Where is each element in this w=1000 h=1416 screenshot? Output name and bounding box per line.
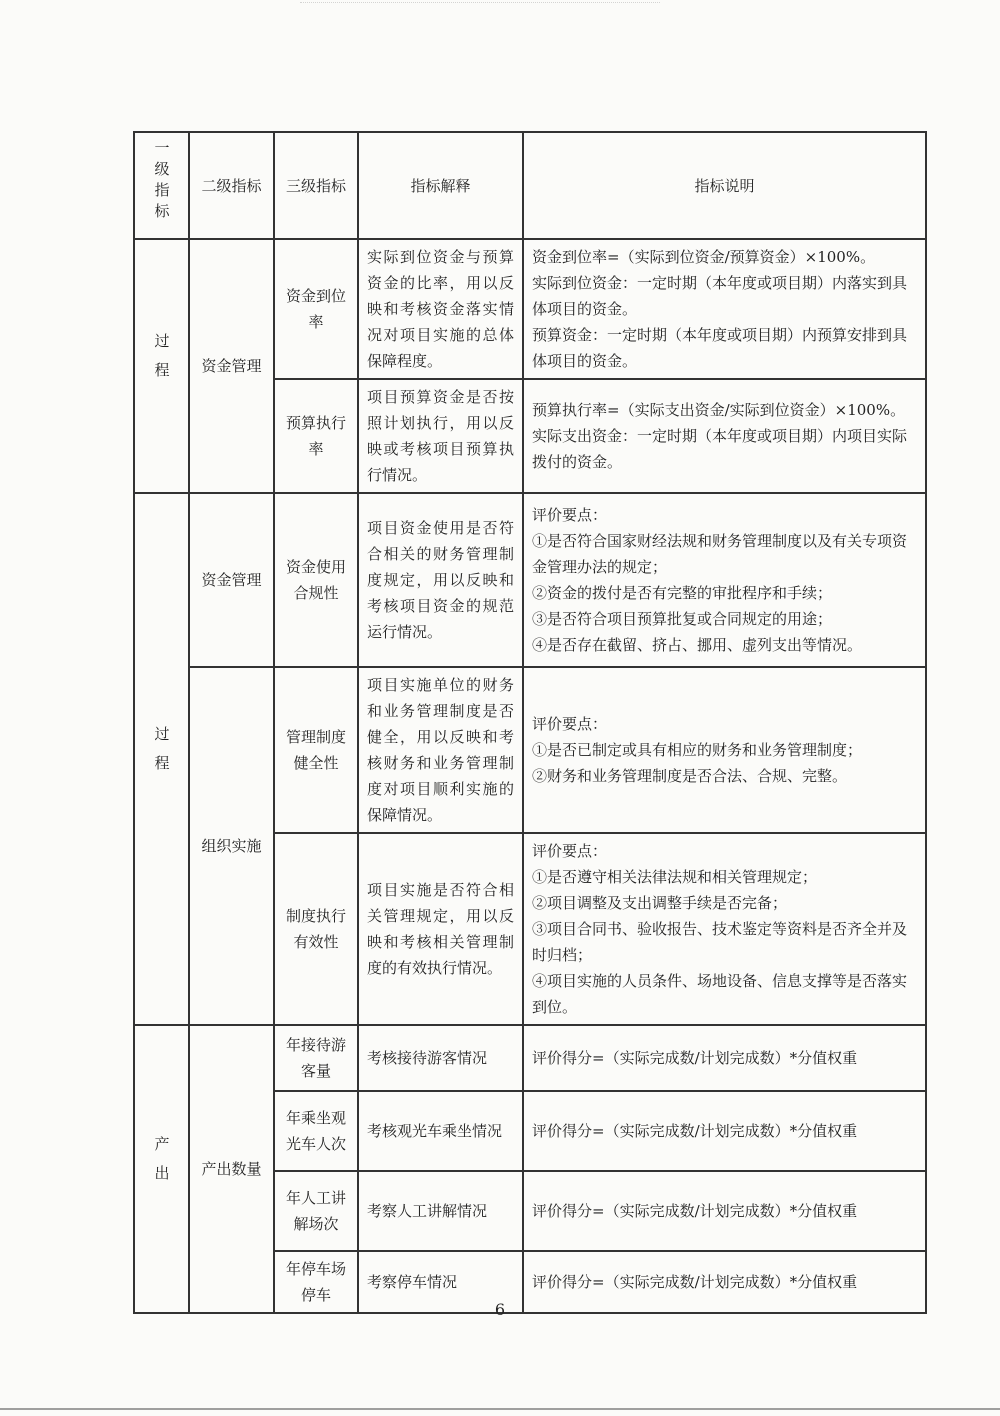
- cell-explain: [358, 379, 523, 493]
- header-level3: [274, 132, 358, 239]
- cell-desc: [523, 1171, 926, 1251]
- cell-level2-text: 资金管理: [201, 357, 262, 375]
- cell-explain-text: 考核观光车乘坐情况: [367, 1122, 503, 1140]
- cell-explain: [358, 1025, 523, 1091]
- header-desc-label: 指标说明: [694, 176, 755, 195]
- cell-level3-text: 年接待游客量: [285, 1036, 346, 1080]
- cell-level1-text: 过程: [152, 726, 171, 784]
- cell-level3-text: 年乘坐观光车人次: [285, 1109, 346, 1153]
- cell-level3-text: 年停车场停车: [285, 1260, 346, 1304]
- cell-explain: [358, 493, 523, 667]
- cell-desc: [523, 1091, 926, 1171]
- cell-level1: [134, 493, 189, 1025]
- cell-level3-text: 制度执行有效性: [285, 907, 346, 951]
- cell-explain-text: 项目预算资金是否按照计划执行，用以反映或考核项目预算执行情况。: [367, 388, 514, 484]
- table-header-row: [134, 132, 926, 239]
- cell-desc-text: 评价要点： ①是否已制定或具有相应的财务和业务管理制度； ②财务和业务管理制度是否合法、合规、完整。: [532, 715, 863, 785]
- cell-desc-text: 评价要点： ①是否遵守相关法律法规和相关管理规定； ②项目调整及支出调整手续是否完备； ③项目合同书、验收报告、技术鉴定等资料是否齐全并及时归档； ④项目实施的人员条件、场地设备、信息支撑等是否落实到位。: [532, 842, 908, 1016]
- cell-level2-text: 资金管理: [201, 571, 262, 589]
- cell-level2-text: 组织实施: [201, 837, 262, 855]
- table-row: [134, 239, 926, 379]
- cell-desc-text: 评价得分=（实际完成数/计划完成数）*分值权重: [532, 1273, 858, 1291]
- cell-explain-text: 考察人工讲解情况: [367, 1202, 488, 1220]
- cell-level2: [189, 239, 274, 493]
- cell-explain: [358, 833, 523, 1025]
- header-level2-label: 二级指标: [201, 176, 262, 195]
- cell-explain-text: 考察停车情况: [367, 1273, 458, 1291]
- table-row: [134, 1025, 926, 1091]
- header-level1: [134, 132, 189, 239]
- cell-desc-text: 预算执行率=（实际支出资金/实际到位资金）×100%。 实际支出资金：一定时期（本年度或项目期）内项目实际拨付的资金。: [532, 401, 908, 471]
- cell-explain-text: 考核接待游客情况: [367, 1049, 488, 1067]
- cell-explain: [358, 239, 523, 379]
- cell-level3: [274, 833, 358, 1025]
- cell-desc: [523, 493, 926, 667]
- cell-desc: [523, 239, 926, 379]
- cell-level1: [134, 239, 189, 493]
- cell-explain: [358, 1091, 523, 1171]
- indicator-table: [133, 131, 927, 1314]
- header-desc: [523, 132, 926, 239]
- cell-level3-text: 资金到位率: [285, 287, 346, 331]
- cell-level1-text: 过程: [152, 333, 171, 391]
- scan-artifact: [300, 2, 660, 19]
- cell-desc: [523, 833, 926, 1025]
- cell-level2: [189, 1025, 274, 1313]
- header-level1-label: 一级指标: [152, 139, 171, 224]
- cell-level1-text: 产出: [152, 1136, 171, 1194]
- cell-explain: [358, 667, 523, 833]
- cell-explain-text: 项目实施单位的财务和业务管理制度是否健全，用以反映和考核财务和业务管理制度对项目顺利实施的保障情况。: [367, 676, 514, 824]
- cell-level3-text: 预算执行率: [285, 414, 346, 458]
- cell-level3-text: 资金使用合规性: [285, 558, 346, 602]
- cell-explain-text: 实际到位资金与预算资金的比率，用以反映和考核资金落实情况对项目实施的总体保障程度。: [367, 248, 514, 370]
- cell-level3-text: 年人工讲解场次: [285, 1189, 346, 1233]
- cell-desc-text: 评价得分=（实际完成数/计划完成数）*分值权重: [532, 1202, 858, 1220]
- cell-level3: [274, 239, 358, 379]
- cell-explain-text: 项目实施是否符合相关管理规定，用以反映和考核相关管理制度的有效执行情况。: [367, 881, 514, 977]
- cell-explain: [358, 1171, 523, 1251]
- cell-level2-text: 产出数量: [201, 1160, 262, 1178]
- table-row: [134, 667, 926, 833]
- cell-desc: [523, 379, 926, 493]
- scan-edge: [0, 1408, 1000, 1410]
- cell-level2: [189, 493, 274, 667]
- cell-desc-text: 评价得分=（实际完成数/计划完成数）*分值权重: [532, 1049, 858, 1067]
- cell-level3-text: 管理制度健全性: [285, 728, 346, 772]
- cell-level3: [274, 379, 358, 493]
- header-level3-label: 三级指标: [285, 176, 346, 195]
- cell-desc: [523, 1025, 926, 1091]
- page-number: 6: [494, 1300, 506, 1319]
- cell-level3: [274, 493, 358, 667]
- cell-level1: [134, 1025, 189, 1313]
- cell-level3: [274, 1171, 358, 1251]
- cell-level2: [189, 667, 274, 1025]
- cell-desc: [523, 667, 926, 833]
- table-row: [134, 493, 926, 667]
- cell-level3: [274, 1025, 358, 1091]
- header-explain: [358, 132, 523, 239]
- cell-desc-text: 资金到位率=（实际到位资金/预算资金）×100%。 实际到位资金：一定时期（本年度或项目期）内落实到具体项目的资金。 预算资金：一定时期（本年度或项目期）内预算安排到具体项目的资金。: [532, 248, 908, 370]
- header-explain-label: 指标解释: [410, 176, 471, 195]
- cell-desc-text: 评价要点： ①是否符合国家财经法规和财务管理制度以及有关专项资金管理办法的规定； ②资金的拨付是否有完整的审批程序和手续； ③是否符合项目预算批复或合同规定的用途； ④是否存在截留、挤占、挪用、虚列支出等情况。: [532, 506, 908, 654]
- cell-desc-text: 评价得分=（实际完成数/计划完成数）*分值权重: [532, 1122, 858, 1140]
- header-level2: [189, 132, 274, 239]
- cell-explain-text: 项目资金使用是否符合相关的财务管理制度规定，用以反映和考核项目资金的规范运行情况。: [367, 519, 514, 641]
- cell-level3: [274, 1091, 358, 1171]
- cell-level3: [274, 667, 358, 833]
